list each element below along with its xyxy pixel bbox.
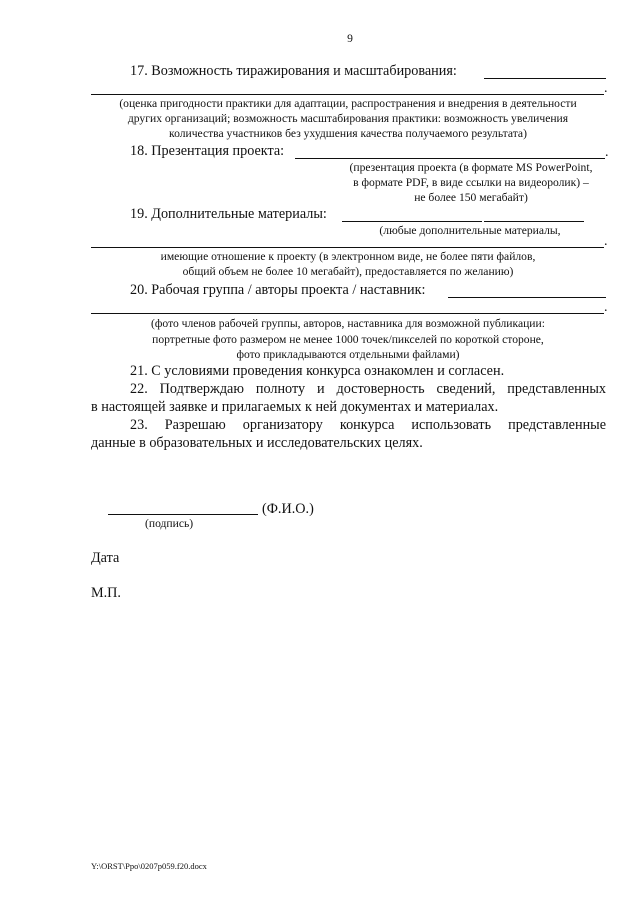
item-19-period: . bbox=[604, 234, 608, 249]
item-17-note-line-2: других организаций; возможность масштабирования практики: возможность увеличения bbox=[127, 112, 569, 125]
item-19-note-line-1: (любые дополнительные материалы, bbox=[379, 224, 561, 237]
page-number: 9 bbox=[347, 32, 353, 45]
item-19-blank-line-b bbox=[484, 221, 584, 222]
item-17-blank-line-2 bbox=[91, 94, 604, 95]
item-19-note-line-2: имеющие отношение к проекту (в электронном виде, не более пяти файлов, bbox=[160, 250, 536, 263]
item-19-note-line-3: общий объем не более 10 мегабайт), предоставляется по желанию) bbox=[182, 265, 514, 278]
item-22-line-1: 22. Подтверждаю полноту и достоверность сведений, представленных bbox=[130, 381, 606, 397]
item-18-blank-line bbox=[295, 158, 605, 159]
item-23-line-2: данные в образовательных и исследовательских целях. bbox=[91, 435, 423, 451]
signature-caption: (подпись) bbox=[145, 517, 194, 530]
item-22-line-2: в настоящей заявке и прилагаемых к ней документах и материалах. bbox=[91, 399, 499, 415]
item-17-note-line-3: количества участников без ухудшения качества получаемого результата) bbox=[169, 127, 527, 140]
item-18-note-line-2: в формате PDF, в виде ссылки на видеоролик) – bbox=[353, 176, 589, 189]
footer-file-path: Y:\ORST\Ppo\0207p059.f20.docx bbox=[91, 861, 207, 871]
item-20-blank-line bbox=[448, 297, 606, 298]
item-18-label: 18. Презентация проекта: bbox=[130, 143, 285, 159]
item-19-label: 19. Дополнительные материалы: bbox=[130, 206, 327, 222]
seal-label: М.П. bbox=[91, 585, 121, 601]
signature-line bbox=[108, 514, 258, 515]
item-17-blank-line bbox=[484, 78, 606, 79]
item-19-blank-line-2 bbox=[91, 247, 604, 248]
item-18-period: . bbox=[605, 145, 609, 160]
item-17-label: 17. Возможность тиражирования и масштабирования: bbox=[130, 63, 457, 79]
fio-label: (Ф.И.О.) bbox=[262, 501, 314, 517]
item-19-blank-line-a bbox=[342, 221, 482, 222]
item-17-note-line-1: (оценка пригодности практики для адаптации, распространения и внедрения в деятельности bbox=[119, 97, 577, 110]
item-20-note-line-2: портретные фото размером не менее 1000 точек/пикселей по короткой стороне, bbox=[152, 333, 544, 346]
item-20-label: 20. Рабочая группа / авторы проекта / наставник: bbox=[130, 282, 426, 298]
item-20-note-line-3: фото прикладываются отдельными файлами) bbox=[236, 348, 460, 361]
item-23-line-1: 23. Разрешаю организатору конкурса использовать представленные bbox=[130, 417, 606, 433]
item-20-note-line-1: (фото членов рабочей группы, авторов, наставника для возможной публикации: bbox=[151, 317, 545, 330]
item-20-period: . bbox=[604, 300, 608, 315]
date-label: Дата bbox=[91, 550, 120, 566]
item-20-blank-line-2 bbox=[91, 313, 604, 314]
item-18-note-line-1: (презентация проекта (в формате MS PowerPoint, bbox=[349, 161, 593, 174]
item-18-note-line-3: не более 150 мегабайт) bbox=[414, 191, 528, 204]
item-17-period: . bbox=[604, 81, 608, 96]
item-21-text: 21. С условиями проведения конкурса ознакомлен и согласен. bbox=[130, 363, 505, 379]
